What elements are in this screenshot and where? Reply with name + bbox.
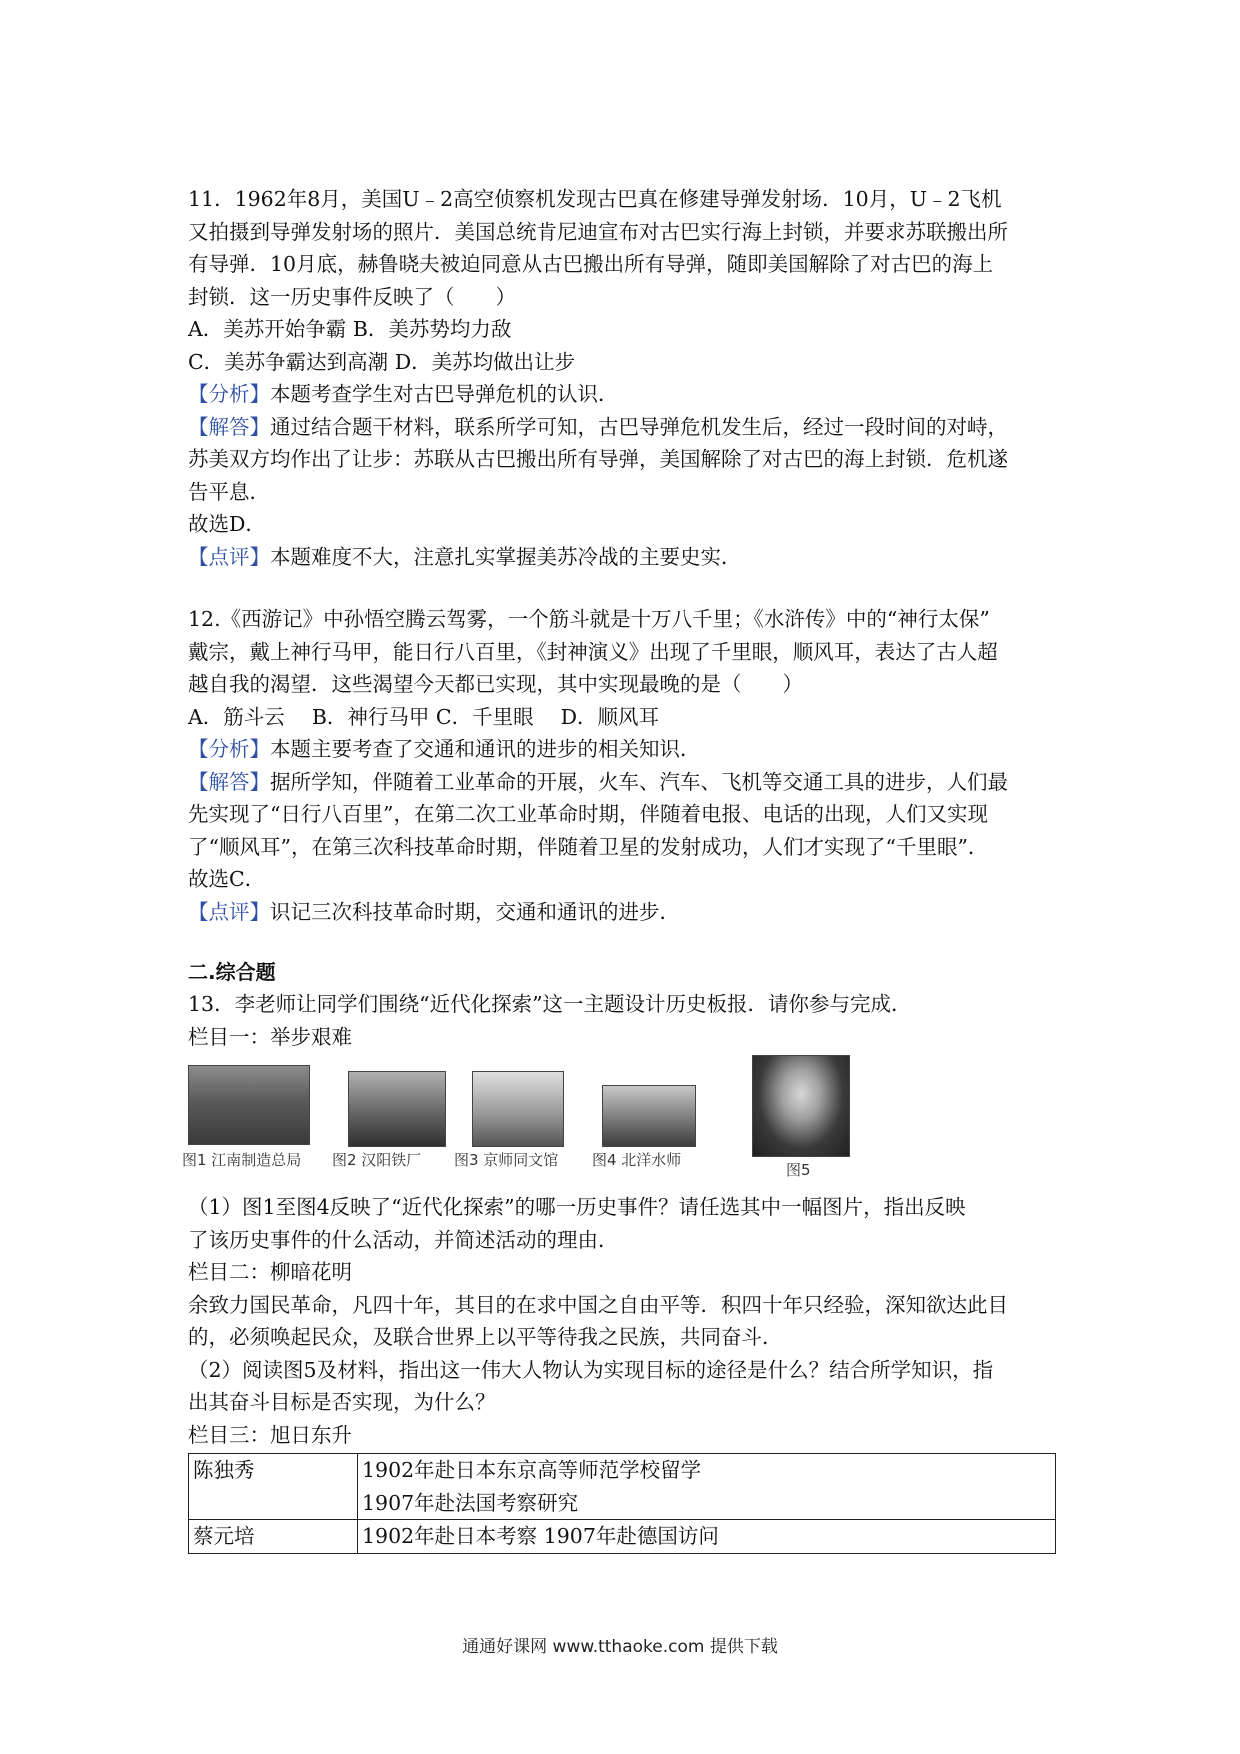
- figure-1-caption: 图1 江南制造总局: [182, 1151, 302, 1169]
- section-title: 二.综合题: [188, 960, 276, 984]
- table-cell-name: 陈独秀: [189, 1454, 358, 1520]
- column-3-title: 栏目三：旭日东升: [188, 1422, 352, 1447]
- column-2-title: 栏目二：柳暗花明: [188, 1260, 352, 1284]
- figure-1-photo: [188, 1065, 310, 1145]
- q13-part1-line-2: 了该历史事件的什么活动，并简述活动的理由．: [188, 1227, 619, 1252]
- answer-tag: 【解答】: [188, 414, 270, 439]
- q11-options-ab: A．美苏开始争霸 B．美苏势均力敌: [188, 317, 512, 341]
- q12-line-3: 越自我的渴望．这些渴望今天都已实现，其中实现最晚的是（ ）: [188, 672, 803, 696]
- spacer: [188, 573, 1060, 603]
- comment-tag: 【点评】: [188, 899, 270, 924]
- column-1-title: 栏目一：举步艰难: [188, 1024, 352, 1049]
- q11-options-cd: C．美苏争霸达到高潮 D．美苏均做出让步: [188, 349, 576, 374]
- q13-part2-line-1: （2）阅读图5及材料，指出这一伟大人物认为实现目标的途径是什么？结合所学知识，指: [188, 1357, 994, 1382]
- figure-4-photo: [602, 1085, 696, 1147]
- figure-2-caption: 图2 汉阳铁厂: [332, 1151, 422, 1169]
- table-cell-detail: 1902年赴日本东京高等师范学校留学 1907年赴法国考察研究: [358, 1454, 1056, 1520]
- q11-line-3: 有导弹．10月底，赫鲁晓夫被迫同意从古巴搬出所有导弹，随即美国解除了对古巴的海上: [188, 252, 994, 276]
- q13-part1-line-1: （1）图1至图4反映了“近代化探索”的哪一历史事件？请任选其中一幅图片，指出反映: [188, 1195, 966, 1219]
- figure-3-caption: 图3 京师同文馆: [454, 1151, 559, 1169]
- analysis-tag: 【分析】: [188, 382, 270, 406]
- q12-options: A．筋斗云 B．神行马甲 C．千里眼 D．顺风耳: [188, 704, 660, 729]
- q11-line-1: 11．1962年8月，美国U﹣2高空侦察机发现古巴真在修建导弹发射场．10月，U﹣2飞机: [188, 187, 1002, 211]
- figure-4: [592, 1085, 696, 1169]
- analysis-tag: 【分析】: [188, 737, 270, 761]
- comment-tag: 【点评】: [188, 544, 270, 569]
- figure-5-portrait: [752, 1055, 850, 1157]
- q12-comment: 【点评】识记三次科技革命时期，交通和通讯的进步．: [188, 899, 680, 924]
- figure-2: [332, 1071, 446, 1169]
- q11-choice: 故选D．: [188, 512, 266, 536]
- q12-choice: 故选C．: [188, 867, 266, 891]
- q12-analysis: 【分析】本题主要考查了交通和通讯的进步的相关知识．: [188, 737, 701, 761]
- figure-3-photo: [472, 1071, 564, 1147]
- table-cell-detail: 1902年赴日本考察 1907年赴德国访问: [358, 1520, 1056, 1554]
- q11-analysis: 【分析】本题考查学生对古巴导弹危机的认识．: [188, 382, 619, 406]
- figure-5-caption: 图5: [786, 1161, 811, 1179]
- q13-intro: 13．李老师让同学们围绕“近代化探索”这一主题设计历史板报．请你参与完成．: [188, 992, 912, 1016]
- q11-line-4: 封锁．这一历史事件反映了（ ）: [188, 284, 516, 309]
- table-row: [189, 1454, 1056, 1520]
- figure-2-photo: [348, 1071, 446, 1147]
- q11-answer-line-3: 告平息．: [188, 479, 270, 504]
- q11-answer-line-1: 【解答】通过结合题干材料，联系所学可知，古巴导弹危机发生后，经过一段时间的对峙，: [188, 414, 1008, 439]
- answer-tag: 【解答】: [188, 769, 270, 794]
- q12-line-1: 12.《西游记》中孙悟空腾云驾雾，一个筋斗就是十万八千里；《水浒传》中的“神行太保”: [188, 607, 990, 631]
- q12-answer-line-3: 了“顺风耳”，在第三次科技革命时期，伴随着卫星的发射成功，人们才实现了“千里眼”．: [188, 834, 989, 859]
- figure-row: [182, 1057, 1060, 1187]
- q12-line-2: 戴宗，戴上神行马甲，能日行八百里，《封神演义》出现了千里眼，顺风耳，表达了古人超: [188, 639, 998, 664]
- spacer: [188, 928, 1060, 950]
- q11-answer-line-2: 苏美双方均作出了让步：苏联从古巴搬出所有导弹，美国解除了对古巴的海上封锁．危机遂: [188, 447, 1008, 471]
- section-comprehensive: [182, 956, 1060, 1554]
- study-abroad-table: [188, 1453, 1056, 1554]
- page-content: [182, 183, 1060, 1554]
- q12-answer-line-1: 【解答】据所学知，伴随着工业革命的开展，火车、汽车、飞机等交通工具的进步，人们最: [188, 769, 1008, 794]
- material-line-1: 余致力国民革命，凡四十年，其目的在求中国之自由平等．积四十年只经验，深知欲达此目: [188, 1292, 1008, 1317]
- question-11: [188, 183, 1060, 573]
- q12-answer-line-2: 先实现了“日行八百里”，在第二次工业革命时期，伴随着电报、电话的出现，人们又实现: [188, 802, 988, 826]
- q11-line-2: 又拍摄到导弹发射场的照片．美国总统肯尼迪宣布对古巴实行海上封锁，并要求苏联搬出所: [188, 219, 1008, 244]
- figure-4-caption: 图4 北洋水师: [592, 1151, 682, 1169]
- table-cell-name: 蔡元培: [189, 1520, 358, 1554]
- q13-part2-line-2: 出其奋斗目标是否实现，为什么？: [188, 1390, 496, 1414]
- q11-comment: 【点评】本题难度不大，注意扎实掌握美苏冷战的主要史实．: [188, 544, 742, 569]
- page-footer: 通通好课网 www.tthaoke.com 提供下载: [462, 1637, 778, 1657]
- figure-1: [182, 1065, 310, 1169]
- material-line-2: 的，必须唤起民众，及联合世界上以平等待我之民族，共同奋斗．: [188, 1325, 783, 1349]
- figure-5: [752, 1055, 850, 1179]
- figure-3: [454, 1071, 564, 1169]
- table-row: [189, 1520, 1056, 1554]
- question-12: [188, 603, 1060, 928]
